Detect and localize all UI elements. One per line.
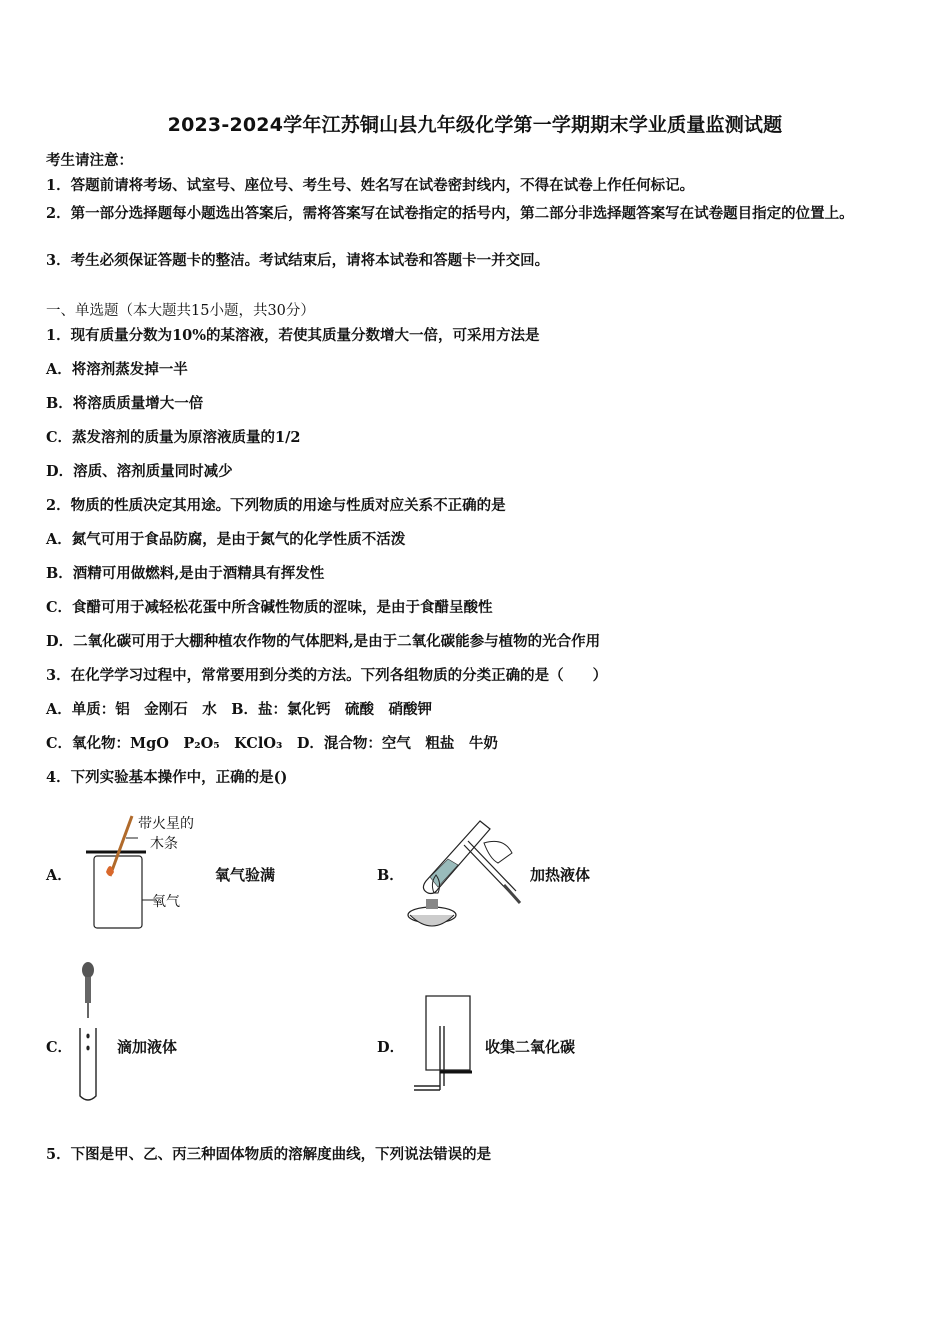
notice-item: 1．答题前请将考场、试室号、座位号、考生号、姓名写在试卷密封线内，不得在试卷上作任何标记。 bbox=[46, 177, 695, 194]
question-stem: 2．物质的性质决定其用途。下列物质的用途与性质对应关系不正确的是 bbox=[46, 497, 506, 514]
figure-a-label: A． bbox=[46, 867, 72, 884]
option-row: C．氧化物：MgO P₂O₅ KClO₃ D．混合物：空气 粗盐 牛奶 bbox=[46, 735, 498, 752]
option-d: D．溶质、溶剂质量同时减少 bbox=[46, 463, 233, 480]
section-heading: 一、单选题（本大题共15小题，共30分） bbox=[46, 303, 315, 319]
figure-c-dropper bbox=[74, 960, 106, 1105]
figure-b-label: B． bbox=[377, 867, 404, 884]
option-c: C．食醋可用于减轻松花蛋中所含碱性物质的涩味，是由于食醋呈酸性 bbox=[46, 599, 493, 616]
question-stem: 1．现有质量分数为10%的某溶液，若使其质量分数增大一倍，可采用方法是 bbox=[46, 327, 540, 344]
notice-item: 2．第一部分选择题每小题选出答案后，需将答案写在试卷指定的括号内，第二部分非选择题答案写在试卷题目指定的位置上。 bbox=[46, 205, 854, 222]
label-oxygen: 氧气 bbox=[152, 894, 180, 910]
notice-item: 3．考生必须保证答题卡的整洁。考试结束后，请将本试卷和答题卡一并交回。 bbox=[46, 252, 550, 269]
option-c: C．蒸发溶剂的质量为原溶液质量的1/2 bbox=[46, 429, 301, 446]
option-row: A．单质：铝 金刚石 水 B．盐：氯化钙 硫酸 硝酸钾 bbox=[46, 701, 433, 718]
figure-c-label: C． bbox=[46, 1039, 73, 1056]
figure-d-label: D． bbox=[377, 1039, 405, 1056]
option-a: A．氮气可用于食品防腐，是由于氮气的化学性质不活泼 bbox=[46, 531, 406, 548]
question-stem: 5．下图是甲、乙、丙三种固体物质的溶解度曲线，下列说法错误的是 bbox=[46, 1146, 492, 1163]
test-tube-heating-illustration bbox=[400, 815, 525, 940]
figure-c-caption: 滴加液体 bbox=[117, 1038, 178, 1056]
notice-heading: 考生请注意： bbox=[46, 152, 133, 169]
option-b: B．将溶质质量增大一倍 bbox=[46, 395, 204, 412]
page-title: 2023-2024学年江苏铜山县九年级化学第一学期期末学业质量监测试题 bbox=[167, 114, 783, 136]
label-wood: 木条 bbox=[150, 836, 178, 852]
option-a: A．将溶剂蒸发掉一半 bbox=[46, 361, 188, 378]
figure-a-caption: 氧气验满 bbox=[215, 866, 276, 884]
option-b: B．酒精可用做燃料,是由于酒精具有挥发性 bbox=[46, 565, 325, 582]
figure-b-heating-liquid bbox=[400, 815, 525, 940]
question-stem: 4．下列实验基本操作中，正确的是() bbox=[46, 769, 288, 786]
option-d: D．二氧化碳可用于大棚种植农作物的气体肥料,是由于二氧化碳能参与植物的光合作用 bbox=[46, 633, 601, 650]
figure-d-caption: 收集二氧化碳 bbox=[485, 1038, 576, 1056]
dropper-illustration bbox=[74, 960, 106, 1105]
figure-d-collect-co2 bbox=[410, 992, 482, 1098]
gas-collection-illustration bbox=[410, 992, 482, 1098]
label-splint: 带火星的 bbox=[138, 816, 194, 832]
figure-a-oxygen-test bbox=[80, 810, 215, 932]
question-stem: 3．在化学学习过程中，常常要用到分类的方法。下列各组物质的分类正确的是（ ） bbox=[46, 667, 608, 684]
figure-b-caption: 加热液体 bbox=[530, 866, 591, 884]
